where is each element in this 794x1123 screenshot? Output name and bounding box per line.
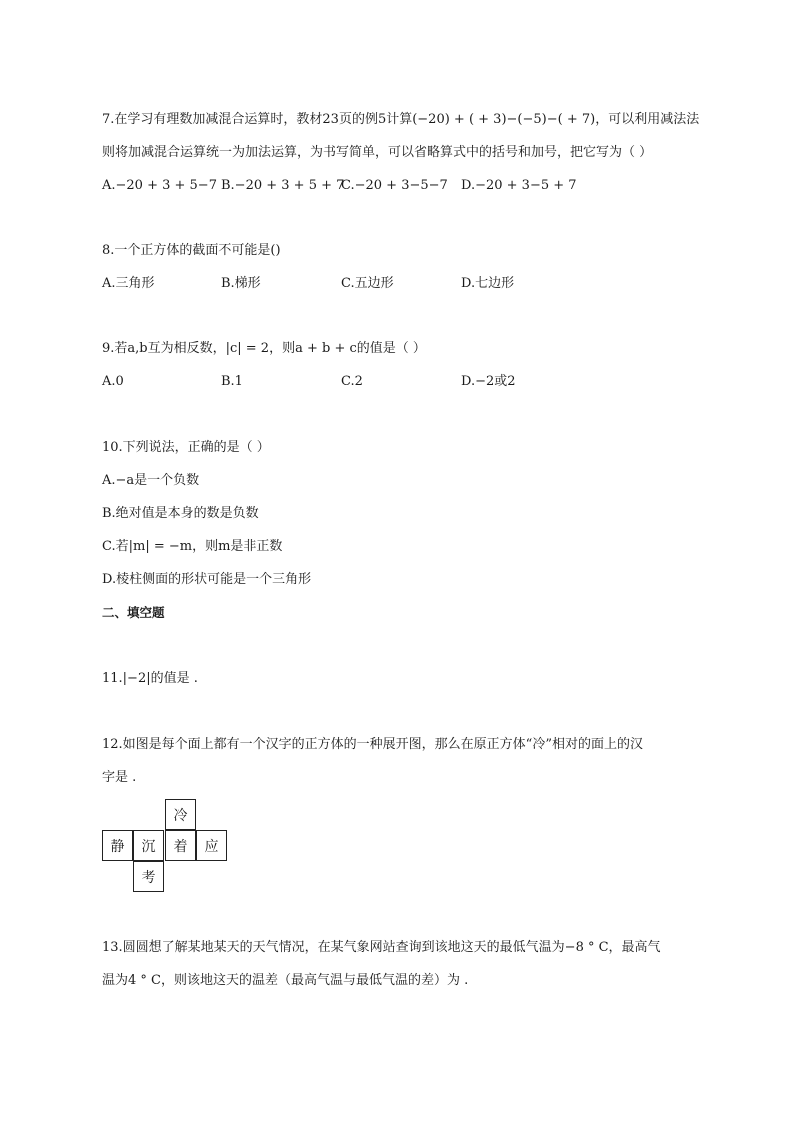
q8-option-d[interactable]: D.七边形: [461, 276, 515, 291]
q7-option-a[interactable]: A.−20 + 3 + 5−7: [102, 178, 217, 193]
q9-option-d[interactable]: D.−2或2: [461, 374, 516, 389]
q9-stem: 9.若a,b互为相反数，|c| = 2，则a + b + c的值是（ ）: [102, 341, 426, 356]
q10-option-d[interactable]: D.棱柱侧面的形状可能是一个三角形: [102, 572, 312, 587]
q11-stem: 11.|−2|的值是 .: [102, 671, 198, 686]
q12-stem-line2: 字是 .: [102, 770, 137, 785]
q7-stem-line1: 7.在学习有理数加减混合运算时，教材23页的例5计算(−20) + ( + 3)−(−5)−( + 7)，可以利用减法法: [102, 112, 700, 127]
q8-option-a[interactable]: A.三角形: [102, 276, 155, 291]
net-cell-row-4: 应: [196, 830, 227, 861]
q13-stem-line1: 13.圆圆想了解某地某天的天气情况，在某气象网站查询到该地这天的最低气温为−8 ° C，最高气: [102, 940, 661, 955]
q8-option-b[interactable]: B.梯形: [221, 276, 261, 291]
q7-option-b[interactable]: B.−20 + 3 + 5 + 7: [221, 178, 345, 193]
section-heading-fill-in: 二、填空题: [102, 605, 165, 620]
net-cell-row-2: 沉: [133, 830, 164, 861]
net-cell-row-3: 着: [165, 830, 196, 861]
q8-option-c[interactable]: C.五边形: [341, 276, 394, 291]
net-cell-row-1: 静: [102, 830, 133, 861]
q10-stem: 10.下列说法，正确的是（ ）: [102, 440, 270, 455]
q7-option-c[interactable]: C.−20 + 3−5−7: [341, 178, 448, 193]
q10-option-a[interactable]: A.−a是一个负数: [102, 473, 200, 488]
net-cell-top: 冷: [165, 799, 196, 830]
q7-option-d[interactable]: D.−20 + 3−5 + 7: [461, 178, 577, 193]
q9-option-a[interactable]: A.0: [102, 374, 124, 389]
q7-stem-line2: 则将加减混合运算统一为加法运算，为书写简单，可以省略算式中的括号和加号，把它写为（ ）: [102, 145, 653, 160]
q8-stem: 8.一个正方体的截面不可能是(): [102, 243, 281, 258]
q12-stem-line1: 12.如图是每个面上都有一个汉字的正方体的一种展开图，那么在原正方体“冷”相对的面上的汉: [102, 737, 643, 752]
q13-stem-line2: 温为4 ° C，则该地这天的温差（最高气温与最低气温的差）为 .: [102, 973, 469, 988]
net-cell-bottom: 考: [133, 861, 164, 892]
q10-option-c[interactable]: C.若|m| = −m，则m是非正数: [102, 539, 283, 554]
q9-option-b[interactable]: B.1: [221, 374, 243, 389]
q9-option-c[interactable]: C.2: [341, 374, 363, 389]
q10-option-b[interactable]: B.绝对值是本身的数是负数: [102, 506, 259, 521]
